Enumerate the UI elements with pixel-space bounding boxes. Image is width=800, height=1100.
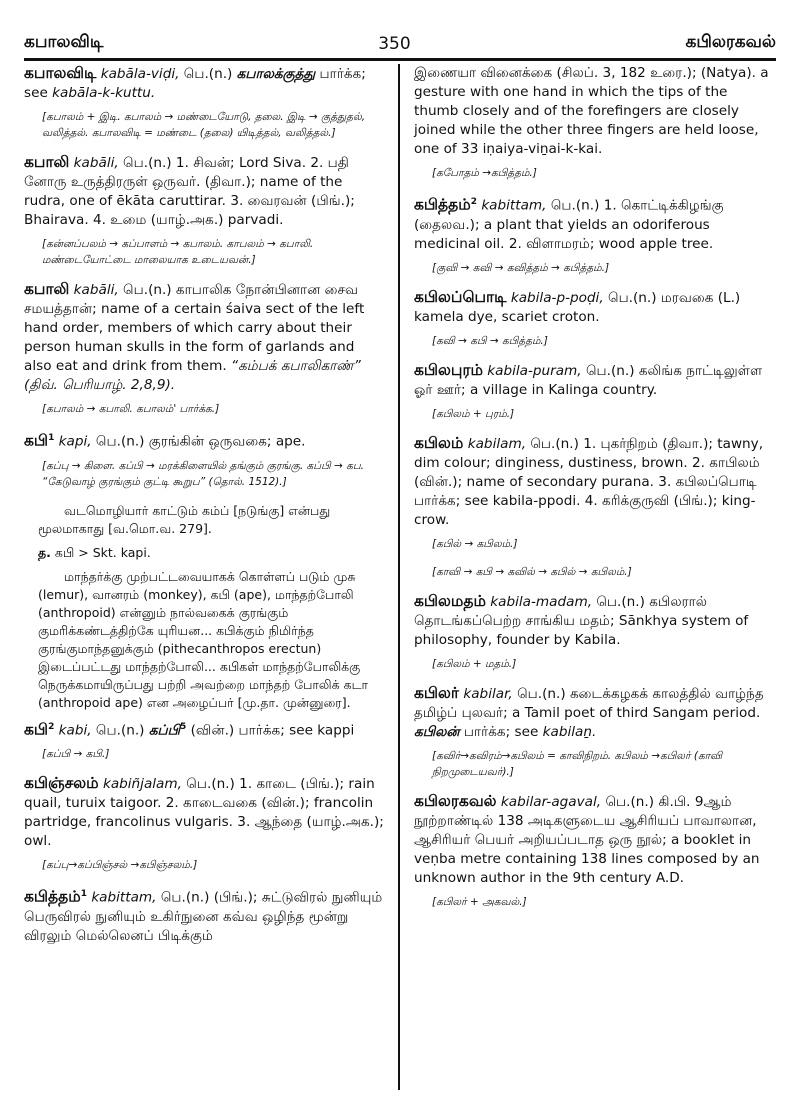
etymology: [கவி → கபி → கபித்தம்.] xyxy=(432,334,548,347)
entry-kabinjalam xyxy=(24,774,386,851)
transliteration: kabila-p-poḍi, xyxy=(510,289,604,306)
see-transliteration: kabāla-k-kuttu. xyxy=(52,85,156,101)
transliteration: kabittam, xyxy=(481,197,547,214)
headword: கபிலப்பொடி xyxy=(414,287,507,306)
etymology: [கபாலம் → கபாலி. கபாலம்' பார்க்க.] xyxy=(42,403,220,415)
entry-kabila-puram xyxy=(414,361,776,400)
etymology: [கவிர்→கவிரம்→கபிலம் = காவிநிறம். கபிலம் →கபிலர் (காவி நிறமுடையவர்).] xyxy=(432,749,723,778)
etymology: [கபாலம் + இடி. கபாலம் → மண்டையோடு, தலை. இடி → குத்துதல், வலித்தல். கபாலவிடி = மண்டை (தலை) யிடித்தல், வலித்தல்.] xyxy=(42,111,366,139)
etymology: [கன்னப்பலம் → கப்பாளம் → கபாலம். காபலம் → கபாலி. மண்டையோட்டை மாலையாக உடையவன்.] xyxy=(42,238,314,266)
transliteration: kabilam, xyxy=(467,435,527,452)
entry-kabali-2 xyxy=(24,280,386,395)
headword: கபிஞ்சலம் xyxy=(24,774,99,793)
header-right-word: கபிலரகவல் xyxy=(685,32,776,52)
cross-reference: கபாலக்குத்து xyxy=(236,66,316,82)
headword: கபிலரகவல் xyxy=(414,791,497,810)
quotation: “கம்பக் கபாலிகாண்” (திவ். பெரியாழ். 2,8,9). xyxy=(24,358,361,393)
etymology: [கபோதம் →கபித்தம்.] xyxy=(432,167,537,179)
headword: கபிலபுரம் xyxy=(414,360,483,379)
entry-kabilar xyxy=(414,684,776,742)
entry-kabi-2 xyxy=(24,718,386,741)
etymology: [கப்பி → கபி.] xyxy=(42,748,110,761)
transliteration: kabiñjalam, xyxy=(102,776,182,793)
homonym-number: 1 xyxy=(48,433,55,443)
transliteration: kabittam, xyxy=(91,889,157,906)
entry-kabilar-agaval xyxy=(414,792,776,888)
etymology: [கபிலம் + மதம்.] xyxy=(432,657,517,670)
definition: பெ.(n.) 1. புகர்நிறம் (திவா.); tawny, dim colour; dinginess, dustiness, brown. 2. காபிலம் (வின்.); name of secondary purana. 3. கபிலப்பொடி பார்க்க; see kabila-ppodi. 4. கரிக்குருவி (பிங்.); king-crow. xyxy=(414,435,764,528)
definition: பெ.(n.) மரவகை (L.) kamela dye, scariet croton. xyxy=(414,289,741,325)
entry-kabittam-2 xyxy=(414,193,776,254)
headword: கபி xyxy=(24,720,49,739)
headword: கபாலவிடி xyxy=(24,64,97,82)
headword: கபித்தம் xyxy=(24,887,81,906)
definition: பெ.(n.) 1. கொட்டிக்கிழங்கு (தைலவ.); a plant that yields an odoriferous medicinal oil. 2. விளாமரம்; wood apple tree. xyxy=(414,197,724,252)
etymology: [கப்பு→கப்பிஞ்சல் →கபிஞ்சலம்.] xyxy=(42,859,198,872)
homonym-number: 2 xyxy=(470,197,477,207)
transliteration: kabila-madam, xyxy=(490,593,593,610)
entry-kabali-1 xyxy=(24,153,386,230)
etymology: [கபில் → கபிலம்.] xyxy=(432,537,518,550)
definition: பெ.(n.) கபிலரால் தொடங்கப்பெற்ற சாங்கிய மதம்; Sānkhya system of philosophy, founder by Kabila. xyxy=(414,593,749,648)
transliteration: kabāla-viḍi, xyxy=(100,66,180,82)
homonym-number: 1 xyxy=(80,889,87,900)
columns xyxy=(24,64,776,1090)
entry-kabila-madam xyxy=(414,592,776,650)
etymology: [கப்பு → கிளை. கப்பி → மரக்கிளையில் தங்கும் குரங்கு. கப்பி → கப. “கேடுவாழ் குரங்கும் குட்டி கூறுப” (தொல். 1512).] xyxy=(42,459,364,488)
entry-kabala-vidi xyxy=(24,64,386,103)
transliteration: kabāli, xyxy=(73,282,119,298)
definition: இணையா வினைக்கை (சிலப். 3, 182 உரை.); (Natya). a gesture with one hand in which the tips of the thumb closely and of the forefingers are closely joined while the other three fingers are held loose, one of 33 iṇaiya-viṉai-k-kai. xyxy=(414,65,769,157)
headword: கபிலர் xyxy=(414,683,460,702)
part-of-speech: பெ.(n.) xyxy=(183,66,233,82)
page-number: 350 xyxy=(378,34,411,54)
entry-kabittam-1-continued xyxy=(414,64,776,159)
entry-kabittam-1 xyxy=(24,885,386,946)
cross-reference-number: 5 xyxy=(180,721,187,732)
note-quotation: மாந்தர்க்கு முற்பட்டவையாகக் கொள்ளப் படும் முசு (lemur), வானரம் (monkey), கபி (ape), மாந்தற்போலி (anthropoid) என்னும் நால்வகைக் குரங்கும் குமரிக்கண்டத்திற்கே யுரியன... கபிக்கும் நிமிர்ந்த குரங்குமாந்தனுக்கும் (pithecanthropos erectun) இடைப்பட்டது மாந்தற்போலி... கபிகள் மாந்தற்போலிக்கு நெருக்கமாயிருப்பது பற்றி அவற்றை மாந்தற் போலிக் கடா (anthropoid ape) என அழைப்பர் [மு.தா. முன்னுரை]. xyxy=(38,568,369,710)
transliteration: kabilar-agaval, xyxy=(500,793,602,810)
see-label: பார்க்க; see xyxy=(463,723,543,740)
etymology-2: [காவி → கபி → கவில் → கபில் → கபிலம்.] xyxy=(432,565,632,578)
header-left-word: கபாலவிடி xyxy=(24,32,104,52)
entry-kapi-1 xyxy=(24,429,386,452)
definition: பெ.(n.) கலிங்க நாட்டிலுள்ள ஓர் ஊர்; a village in Kalinga country. xyxy=(414,362,763,398)
transliteration: kabi, xyxy=(58,722,92,739)
definition: பெ.(n.) 1. காடை (பிங்.); rain quail, turuix taigoor. 2. காடைவகை (வின்.); francolin partridge, francolinus vulgaris. 3. ஆந்தை (யாழ்.அக.); owl. xyxy=(24,776,384,850)
homonym-number: 2 xyxy=(48,721,55,732)
definition: (வின்.) பார்க்க; see kappi xyxy=(190,722,355,739)
etymology: [கபிலம் + புரம்.] xyxy=(432,407,515,420)
note: வடமொழியார் காட்டும் கம்ப் [நடுங்கு] என்பது மூலமாகாது [வ.மொ.வ. 279]. xyxy=(38,502,331,536)
headword: கபித்தம் xyxy=(414,195,471,214)
transliteration: kabilar, xyxy=(463,685,513,702)
entry-kabila-p-podi xyxy=(414,288,776,327)
cross-reference: கப்பி xyxy=(148,722,181,739)
transliteration: kapi, xyxy=(58,433,92,450)
headword: கபிலம் xyxy=(414,433,464,452)
definition: பெ.(n.) (பிங்.); சுட்டுவிரல் நுனியும் பெருவிரல் நுனியும் உகிர்நுனை கவ்வ ஒழிந்த மூன்று விரலும் மெல்லெனப் பிடிக்கும் xyxy=(24,889,383,944)
page-header xyxy=(24,18,776,61)
definition: பெ.(n.) காபாலிக நோன்பினான சைவ சமயத்தான்; name of a certain śaiva sect of the left hand order, members of which carry about their person human skulls in the form of garlands and also eat and drink from them. xyxy=(24,282,365,374)
etymology: [குவி → கவி → கவித்தம் → கபித்தம்.] xyxy=(432,261,610,274)
left-column xyxy=(24,64,400,1090)
headword: கபி xyxy=(24,431,49,450)
see-transliteration: kabilaṉ. xyxy=(542,723,597,740)
headword: கபாலி xyxy=(24,280,70,298)
etymology: [கபிலர் + அகவல்.] xyxy=(432,895,527,908)
note-text: கபி > Skt. kapi. xyxy=(54,544,151,560)
note-sanskrit xyxy=(38,544,386,562)
transliteration: kabāli, xyxy=(73,155,119,171)
transliteration: kabila-puram, xyxy=(487,362,582,379)
entry-kabilam xyxy=(414,434,776,530)
cross-reference: கபிலன் xyxy=(414,723,460,740)
right-column xyxy=(400,64,776,1090)
headword: கபிலமதம் xyxy=(414,591,486,610)
definition: பெ.(n.) கடைக்கழகக் காலத்தில் வாழ்ந்த தமிழ்ப் புலவர்; a Tamil poet of third Sangam period. xyxy=(414,685,764,721)
headword: கபாலி xyxy=(24,153,70,171)
definition: பெ.(n.) 1. சிவன்; Lord Siva. 2. பதி னோரு உருத்திரருள் ஒருவர். (திவா.); name of the rudra, one of ēkāta caruttirar. 3. வைரவன் (பிங்.); Bhairava. 4. உமை (யாழ்.அக.) parvadi. xyxy=(24,155,355,228)
note-prefix: த. xyxy=(38,544,51,560)
definition: பெ.(n.) கி.பி. 9ஆம் நூற்றாண்டில் 138 அடிகளுடைய ஆசிரியப் பாவாலான, ஆசிரியர் பெயர் அறியப்படாத ஒரு நூல்; a booklet in veṇba metre containing 138 lines composed by an unknown author in the 9th century A.D. xyxy=(414,793,760,886)
part-of-speech: பெ.(n.) xyxy=(95,722,145,739)
definition: பெ.(n.) குரங்கின் ஒருவகை; ape. xyxy=(95,433,306,450)
definition: பார்க்க; see xyxy=(24,66,366,101)
